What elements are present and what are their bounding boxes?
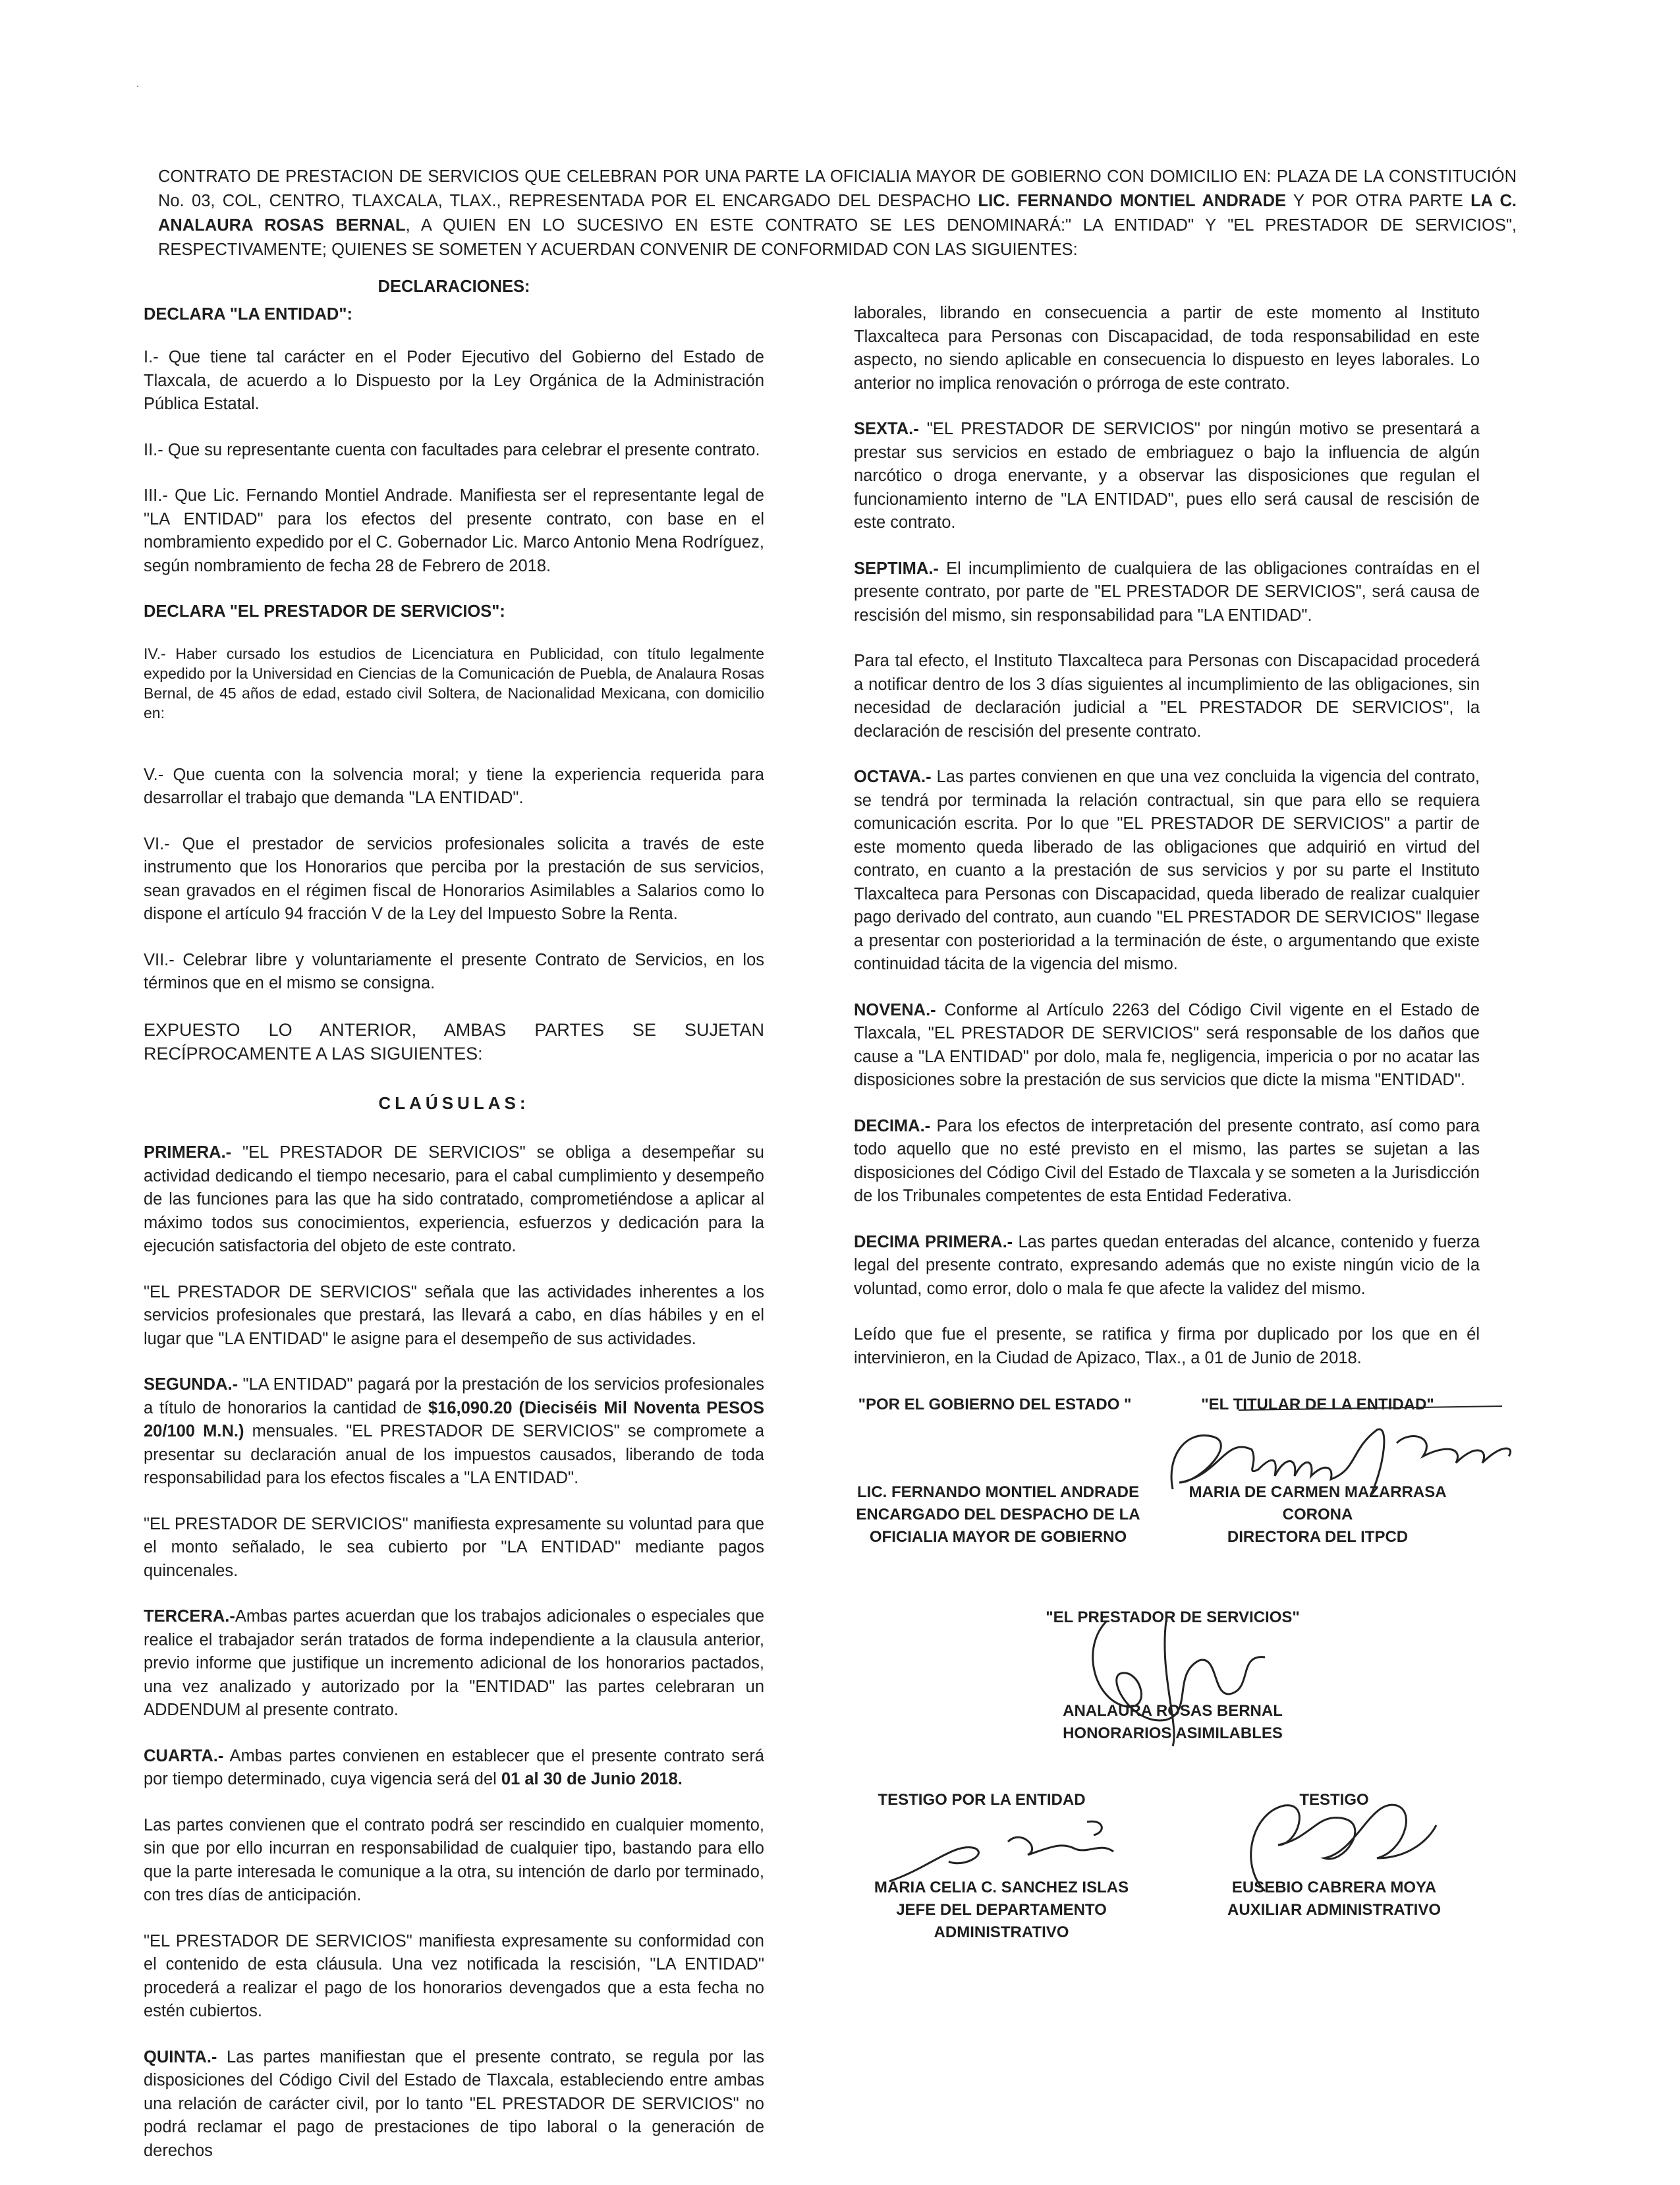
segunda-text-b: mensuales. "EL PRESTADOR DE SERVICIOS" se compromete a presentar su declaración anual de los impuestos causados, liberando de toda responsabilidad para los efectos fiscales a "LA ENTIDAD". bbox=[144, 1422, 764, 1487]
clausula-octava bbox=[854, 766, 1480, 977]
cuarta-text-a: Ambas partes convienen en establecer que el presente contrato será por tiempo determinado, cuya vigencia será del bbox=[144, 1746, 764, 1788]
redacted-address bbox=[144, 728, 764, 764]
declaracion-ii: II.- Que su representante cuenta con facultades para celebrar el presente contrato. bbox=[144, 440, 760, 459]
gobierno-role-1: ENCARGADO DEL DESPACHO DE LA bbox=[856, 1506, 1140, 1523]
clausula-primera-b: "EL PRESTADOR DE SERVICIOS" señala que las actividades inherentes a los servicios profesionales que prestará, las llevará a cabo, en días hábiles y en el lugar que "LA ENTIDAD" le asigne para el desempeño de sus actividades. bbox=[144, 1282, 764, 1348]
titular-name-1: MARIA DE CARMEN MAZARRASA bbox=[1189, 1483, 1447, 1501]
declara-entidad-heading: DECLARA "LA ENTIDAD": bbox=[144, 304, 352, 324]
tercera-label: TERCERA.- bbox=[144, 1607, 235, 1626]
clausula-tercera bbox=[144, 1605, 764, 1722]
gobierno-role-2: OFICIALIA MAYOR DE GOBIERNO bbox=[869, 1528, 1127, 1546]
prestador-heading: "EL PRESTADOR DE SERVICIOS" bbox=[1046, 1608, 1300, 1626]
clausula-septima-b: Para tal efecto, el Instituto Tlaxcalteca para Personas con Discapacidad procederá a notificar dentro de los 3 días siguientes al incumplimiento de las obligaciones, sin necesidad de declaración judicial a "EL PRESTADOR DE SERVICIOS", la declaración de rescisión del presente contrato. bbox=[854, 652, 1480, 741]
titular-role: DIRECTORA DEL ITPCD bbox=[1227, 1528, 1409, 1546]
intro-text-2: Y POR OTRA PARTE bbox=[1286, 192, 1471, 210]
primera-text: "EL PRESTADOR DE SERVICIOS" se obliga a desempeñar su actividad dedicando el tiempo necesario, para el cabal cumplimiento y desempeño de las funciones para las que ha sido contratado, comprometiéndose a aplicar al máximo todos sus conocimientos, experiencia, esfuerzos y dedicación para la ejecución satisfactoria del objeto de este contrato. bbox=[144, 1143, 764, 1255]
declaracion-iii: III.- Que Lic. Fernando Montiel Andrade. Manifiesta ser el representante legal de "LA ENTIDAD" para los efectos del presente contrato, con base en el nombramiento expedido por el C. Gobernador Lic. Marco Antonio Mena Rodríguez, según nombramiento de fecha 28 de Febrero de 2018. bbox=[144, 486, 764, 575]
decima-text: Para los efectos de interpretación del presente contrato, así como para todo aquello que no esté previsto en el mismo, las partes se sujetan a las disposiciones del Código Civil del Estado de Tlaxcala y se someten a la Jurisdicción de los Tribunales competentes de esta Entidad Federativa. bbox=[854, 1116, 1480, 1205]
contract-intro bbox=[158, 165, 1517, 262]
novena-text: Conforme al Artículo 2263 del Código Civil vigente en el Estado de Tlaxcala, "EL PRESTADOR DE SERVICIOS" será responsable de los daños que cause a "LA ENTIDAD" por dolo, mala fe, negligencia, impericia o por no acatar las disposiciones sobre la prestación de sus servicios que dicte la misma "ENTIDAD". bbox=[854, 1000, 1480, 1089]
quinta-label: QUINTA.- bbox=[144, 2047, 217, 2066]
septima-text: El incumplimiento de cualquiera de las obligaciones contraídas en el presente contrato, por parte de "EL PRESTADOR DE SERVICIOS", será causa de rescisión del mismo, sin responsabilidad para "LA ENTIDAD". bbox=[854, 559, 1480, 625]
sexta-label: SEXTA.- bbox=[854, 420, 919, 438]
sexta-text: "EL PRESTADOR DE SERVICIOS" por ningún motivo se presentará a prestar sus servicios en estado de embriaguez o bajo la influencia de algún narcótico o droga enervante, y a observar las disposiciones que regulan el funcionamiento interno de "LA ENTIDAD", pues ello será causal de rescisión de este contrato. bbox=[854, 420, 1480, 532]
declaracion-iv: IV.- Haber cursado los estudios de Licenciatura en Publicidad, con título legalmente expedido por la Universidad en Ciencias de la Comunicación de Puebla, de Analaura Rosas Bernal, de 45 años de edad, estado civil Soltera, de Nacionalidad Mexicana, con domicilio en: bbox=[144, 644, 764, 722]
intro-text-1: CONTRATO DE PRESTACION DE SERVICIOS QUE CELEBRAN POR UNA PARTE LA OFICIALIA MAYOR DE GOBIERNO CON DOMICILIO EN: PLAZA DE LA CONSTITUCIÓN No. 03, COL, CENTRO, TLAXCALA, TLAX., REPRESENTADA POR EL ENCARGADO DEL DESPACHO bbox=[158, 167, 1517, 210]
declaracion-v: V.- Que cuenta con la solvencia moral; y tiene la experiencia requerida para desarrollar el trabajo que demanda "LA ENTIDAD". bbox=[144, 765, 764, 807]
leido-text: Leído que fue el presente, se ratifica y firma por duplicado por los que en él intervinieron, en la Ciudad de Apizaco, Tlax., a 01 de Junio de 2018. bbox=[854, 1325, 1480, 1367]
segunda-label: SEGUNDA.- bbox=[144, 1375, 238, 1394]
right-column bbox=[854, 302, 1480, 1392]
gobierno-heading: "POR EL GOBIERNO DEL ESTADO " bbox=[858, 1396, 1132, 1413]
novena-label: NOVENA.- bbox=[854, 1000, 936, 1019]
intro-text-3: , A QUIEN EN LO SUCESIVO EN ESTE CONTRATO SE LES DENOMINARÁ:" LA ENTIDAD" Y "EL PRESTADOR DE SERVICIOS", RESPECTIVAMENTE; QUIENES SE SOMETEN Y ACUERDAN CONVENIR DE CONFORMIDAD CON LAS SIGUIENTES: bbox=[158, 216, 1517, 259]
clausulas-title: CLAÚSULAS: bbox=[378, 1092, 530, 1113]
septima-label: SEPTIMA.- bbox=[854, 559, 939, 578]
octava-label: OCTAVA.- bbox=[854, 768, 932, 786]
testigo-entidad-role-2: ADMINISTRATIVO bbox=[934, 1923, 1069, 1941]
declaraciones-title: DECLARACIONES: bbox=[378, 277, 530, 296]
testigo-heading: TESTIGO bbox=[1299, 1791, 1369, 1809]
decima-primera-text: Las partes quedan enteradas del alcance, contenido y fuerza legal del presente contrato, expresando además que no existe ningún vicio de la voluntad, como error, dolo o mala fe que afecte la validez del mismo. bbox=[854, 1232, 1480, 1298]
cuarta-label: CUARTA.- bbox=[144, 1746, 224, 1765]
clausula-segunda-c: "EL PRESTADOR DE SERVICIOS" manifiesta expresamente su voluntad para que el monto señalado, le sea cubierto por "LA ENTIDAD" mediante pagos quincenales. bbox=[144, 1514, 764, 1580]
testigo-entidad-role-1: JEFE DEL DEPARTAMENTO bbox=[896, 1901, 1107, 1919]
declaracion-vii: VII.- Celebrar libre y voluntariamente el presente Contrato de Servicios, en los términos que en el mismo se consigna. bbox=[144, 950, 764, 992]
testigo-entidad-heading: TESTIGO POR LA ENTIDAD bbox=[878, 1791, 1086, 1809]
prestador-name: ANALAURA ROSAS BERNAL bbox=[1063, 1702, 1283, 1720]
gobierno-name: LIC. FERNANDO MONTIEL ANDRADE bbox=[857, 1483, 1139, 1501]
titular-handwritten-signature bbox=[1160, 1390, 1528, 1502]
scan-speck: · bbox=[136, 79, 140, 92]
testigo-name: EUSEBIO CABRERA MOYA bbox=[1231, 1879, 1437, 1896]
testigo-handwritten-signature bbox=[1212, 1773, 1449, 1904]
clausula-cuarta bbox=[144, 1745, 764, 1792]
clausula-decima bbox=[854, 1115, 1480, 1208]
segunda-amount: $16,090.20 (Dieciséis Mil Noventa PESOS 20/100 M.N.) bbox=[144, 1398, 764, 1440]
declara-prestador-heading: DECLARA "EL PRESTADOR DE SERVICIOS": bbox=[144, 602, 505, 621]
left-column bbox=[144, 275, 764, 2185]
clausula-primera bbox=[144, 1141, 764, 1259]
titular-name-2: CORONA bbox=[1282, 1506, 1353, 1523]
octava-text: Las partes convienen en que una vez concluida la vigencia del contrato, se tendrá por terminada la relación contractual, sin que para ello se requiera comunicación escrita. Por lo que "EL PRESTADOR DE SERVICIOS" a partir de este momento queda liberado de las obligaciones que adquirió en virtud del contrato, en cuanto a la prestación de sus servicios y por su parte el Instituto Tlaxcalteca para Personas con Discapacidad, queda liberado de realizar cualquier pago derivado del contrato, aun cuando "EL PRESTADOR DE SERVICIOS" llegase a presentar con posterioridad a la terminación de éste, o argumentando que existe continuidad tácita de la vigencia del mismo. bbox=[854, 768, 1480, 973]
testigo-entidad-name: MARIA CELIA C. SANCHEZ ISLAS bbox=[874, 1879, 1129, 1896]
intro-provider: LA C. ANALAURA ROSAS BERNAL bbox=[158, 192, 1517, 235]
cuarta-dates: 01 al 30 de Junio 2018. bbox=[501, 1770, 683, 1788]
declaracion-i: I.- Que tiene tal carácter en el Poder Ejecutivo del Gobierno del Estado de Tlaxcala, de acuerdo a lo Dispuesto por la Ley Orgánica de la Administración Pública Estatal. bbox=[144, 348, 764, 413]
segunda-text-a: "LA ENTIDAD" pagará por la prestación de los servicios profesionales a título de honorarios la cantidad de bbox=[144, 1375, 764, 1417]
clausula-segunda bbox=[144, 1373, 764, 1490]
testigo-entidad-handwritten-signature bbox=[876, 1802, 1140, 1894]
clausula-quinta bbox=[144, 2046, 764, 2163]
clausula-quinta-cont: laborales, librando en consecuencia a partir de este momento al Instituto Tlaxcalteca para Personas con Discapacidad, de toda responsabilidad en este aspecto, no siendo aplicable en consecuencia lo dispuesto en leyes laborales. Lo anterior no implica renovación o prórroga de este contrato. bbox=[854, 304, 1480, 393]
testigo-role: AUXILIAR ADMINISTRATIVO bbox=[1227, 1901, 1441, 1919]
tercera-text: Ambas partes acuerdan que los trabajos adicionales o especiales que realice el trabajador serán tratados de forma independiente a la clausula anterior, previo informe que justifique un incremento adicional de los honorarios pactados, una vez analizado y autorizado por la "ENTIDAD" las partes celebraran un ADDENDUM al presente contrato. bbox=[144, 1607, 764, 1719]
titular-heading: "EL TITULAR DE LA ENTIDAD" bbox=[1201, 1396, 1434, 1413]
clausula-novena bbox=[854, 999, 1480, 1092]
clausula-septima bbox=[854, 557, 1480, 628]
clausula-decima-primera bbox=[854, 1231, 1480, 1301]
prestador-handwritten-signature bbox=[1067, 1595, 1291, 1753]
decima-label: DECIMA.- bbox=[854, 1116, 931, 1135]
expuesto-text: EXPUESTO LO ANTERIOR, AMBAS PARTES SE SUJETAN RECÍPROCAMENTE A LAS SIGUIENTES: bbox=[144, 1019, 764, 1064]
intro-representative: LIC. FERNANDO MONTIEL ANDRADE bbox=[978, 192, 1287, 210]
prestador-role: HONORARIOS ASIMILABLES bbox=[1063, 1724, 1283, 1742]
primera-label: PRIMERA.- bbox=[144, 1143, 232, 1162]
decima-primera-label: DECIMA PRIMERA.- bbox=[854, 1232, 1013, 1251]
quinta-text: Las partes manifiestan que el presente contrato, se regula por las disposiciones del Código Civil del Estado de Tlaxcala, estableciendo entre ambas una relación de carácter civil, por lo tanto "EL PRESTADOR DE SERVICIOS" no podrá reclamar el pago de prestaciones de tipo laboral o la generación de derechos bbox=[144, 2047, 764, 2160]
clausula-cuarta-c: "EL PRESTADOR DE SERVICIOS" manifiesta expresamente su conformidad con el contenido de esta cláusula. Una vez notificada la rescisión, "LA ENTIDAD" procederá a realizar el pago de los honorarios devengados que a esta fecha no estén cubiertos. bbox=[144, 1931, 764, 2020]
clausula-sexta bbox=[854, 418, 1480, 535]
gobierno-signatory bbox=[837, 1481, 1160, 1548]
declaracion-vi: VI.- Que el prestador de servicios profesionales solicita a través de este instrumento que los Honorarios que perciba por la prestación de sus servicios, sean gravados en el régimen fiscal de Honorarios Asimilables a Salarios como lo dispone el artículo 94 fracción V de la Ley del Impuesto Sobre la Renta. bbox=[144, 834, 764, 923]
clausula-cuarta-b: Las partes convienen que el contrato podrá ser rescindido en cualquier momento, sin que por ello incurran en responsabilidad de cualquier tipo, bastando para ello que la parte interesada le comunique a la otra, su intención de darlo por terminado, con tres días de anticipación. bbox=[144, 1815, 764, 1904]
